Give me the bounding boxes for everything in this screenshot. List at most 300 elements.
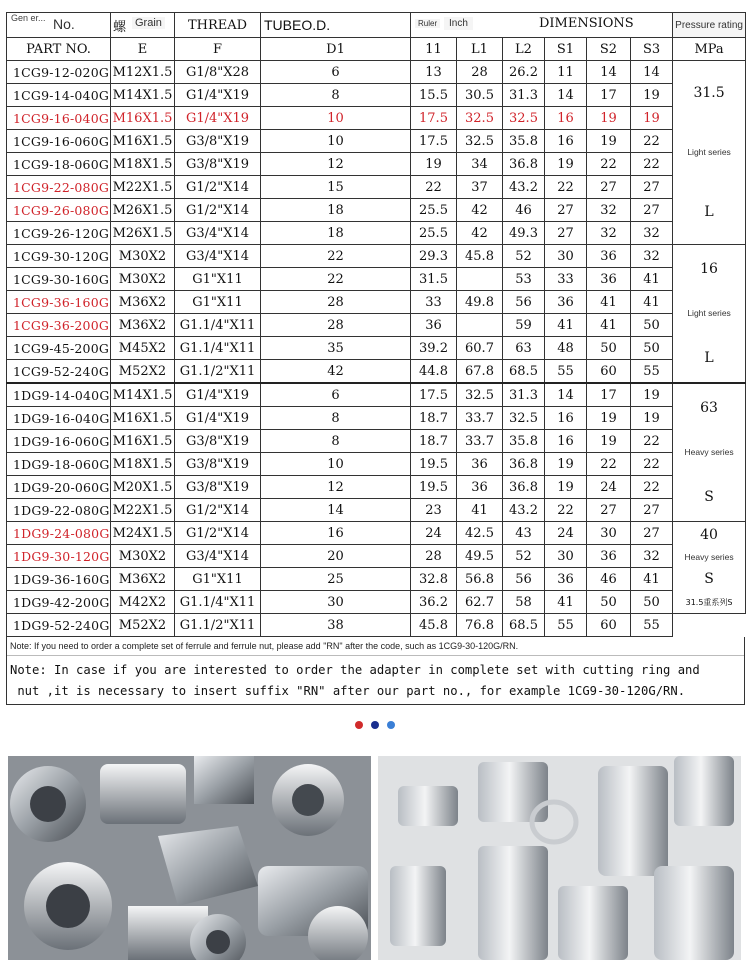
carousel-dot[interactable] xyxy=(355,721,363,729)
cell-l2: 59 xyxy=(503,314,545,337)
pressure-series: Heavy series xyxy=(684,447,734,457)
cell-part: 1DG9-22-080G xyxy=(7,499,111,522)
col-s1: S1 xyxy=(545,38,587,61)
cell-part: 1DG9-18-060G xyxy=(7,453,111,476)
cell-l1: 42 xyxy=(457,222,503,245)
cell-s2: 27 xyxy=(587,499,631,522)
cell-e: M12X1.5 xyxy=(111,61,175,84)
cell-d1: 38 xyxy=(261,614,411,637)
cell-l11: 36.2 xyxy=(411,591,457,614)
table-row xyxy=(7,453,746,476)
cell-l2: 35.8 xyxy=(503,430,545,453)
cell-s2: 46 xyxy=(587,568,631,591)
cell-f: G3/4"X14 xyxy=(175,245,261,268)
cell-l1: 42.5 xyxy=(457,522,503,545)
carousel-dots xyxy=(0,721,750,729)
cell-e: M26X1.5 xyxy=(111,222,175,245)
cell-l1: 32.5 xyxy=(457,130,503,153)
cell-l2: 43.2 xyxy=(503,176,545,199)
cell-l2: 49.3 xyxy=(503,222,545,245)
pressure-code: S xyxy=(704,571,714,588)
cell-d1: 8 xyxy=(261,430,411,453)
gen-label: Gen er... xyxy=(11,13,46,23)
cell-d1: 8 xyxy=(261,407,411,430)
cell-part: 1CG9-26-120G xyxy=(7,222,111,245)
cell-s3: 22 xyxy=(631,130,673,153)
cell-d1: 6 xyxy=(261,61,411,84)
cell-e: M45X2 xyxy=(111,337,175,360)
cell-l1: 33.7 xyxy=(457,407,503,430)
cell-part: 1DG9-20-060G xyxy=(7,476,111,499)
table-row xyxy=(7,222,746,245)
cell-l2: 43 xyxy=(503,522,545,545)
cell-e: M42X2 xyxy=(111,591,175,614)
cell-d1: 8 xyxy=(261,84,411,107)
table-row xyxy=(7,522,746,545)
cell-s1: 22 xyxy=(545,499,587,522)
cell-e: M22X1.5 xyxy=(111,176,175,199)
cell-e: M30X2 xyxy=(111,268,175,291)
cell-l2: 36.8 xyxy=(503,453,545,476)
cell-l11: 39.2 xyxy=(411,337,457,360)
cell-s2: 36 xyxy=(587,245,631,268)
pressure-code: S xyxy=(704,489,714,505)
ruler-label: Ruler xyxy=(415,19,440,28)
cell-s3: 19 xyxy=(631,107,673,130)
product-photo-left xyxy=(8,756,371,960)
cell-s3: 32 xyxy=(631,222,673,245)
part-header-cell xyxy=(7,13,111,38)
pressure-group-cell xyxy=(673,383,746,522)
cell-e: M26X1.5 xyxy=(111,199,175,222)
cell-f: G1.1/2"X11 xyxy=(175,360,261,384)
table-row xyxy=(7,199,746,222)
cell-f: G1.1/4"X11 xyxy=(175,337,261,360)
table-row xyxy=(7,499,746,522)
table-row xyxy=(7,407,746,430)
cell-l1: 34 xyxy=(457,153,503,176)
cell-s1: 36 xyxy=(545,291,587,314)
cell-s2: 14 xyxy=(587,61,631,84)
cell-e: M36X2 xyxy=(111,291,175,314)
cell-s1: 16 xyxy=(545,407,587,430)
cell-s3: 19 xyxy=(631,383,673,407)
pressure-footer: 31.5重系列S xyxy=(685,598,733,608)
cell-l1: 45.8 xyxy=(457,245,503,268)
cell-f: G1/2"X14 xyxy=(175,499,261,522)
cell-l1: 41 xyxy=(457,499,503,522)
cell-s3: 55 xyxy=(631,360,673,384)
cell-f: G3/8"X19 xyxy=(175,476,261,499)
cell-s1: 16 xyxy=(545,430,587,453)
cell-part: 1CG9-30-120G xyxy=(7,245,111,268)
table-row xyxy=(7,314,746,337)
cell-part: 1CG9-18-060G xyxy=(7,153,111,176)
cell-s3: 41 xyxy=(631,568,673,591)
cell-part: 1CG9-26-080G xyxy=(7,199,111,222)
cell-s2: 36 xyxy=(587,268,631,291)
cell-part: 1CG9-52-240G xyxy=(7,360,111,384)
cell-s1: 48 xyxy=(545,337,587,360)
cell-s1: 55 xyxy=(545,614,587,637)
cell-l2: 52 xyxy=(503,545,545,568)
cell-s3: 41 xyxy=(631,268,673,291)
cell-l1: 30.5 xyxy=(457,84,503,107)
cell-part: 1DG9-16-040G xyxy=(7,407,111,430)
cell-f: G1/2"X14 xyxy=(175,199,261,222)
cell-d1: 10 xyxy=(261,107,411,130)
cell-l11: 31.5 xyxy=(411,268,457,291)
cell-s3: 27 xyxy=(631,199,673,222)
cell-l2: 63 xyxy=(503,337,545,360)
cell-part: 1DG9-24-080G xyxy=(7,522,111,545)
cell-part: 1CG9-22-080G xyxy=(7,176,111,199)
cell-e: M16X1.5 xyxy=(111,107,175,130)
cell-l2: 58 xyxy=(503,591,545,614)
cell-e: M30X2 xyxy=(111,245,175,268)
cell-part: 1DG9-42-200G xyxy=(7,591,111,614)
cell-d1: 6 xyxy=(261,383,411,407)
pressure-mpa: 63 xyxy=(700,400,718,416)
cell-s2: 41 xyxy=(587,314,631,337)
cell-l2: 53 xyxy=(503,268,545,291)
cell-e: M20X1.5 xyxy=(111,476,175,499)
pressure-mpa: 40 xyxy=(700,526,718,543)
cell-e: M16X1.5 xyxy=(111,407,175,430)
cell-l11: 24 xyxy=(411,522,457,545)
cell-f: G3/8"X19 xyxy=(175,130,261,153)
pressure-group-cell xyxy=(673,61,746,245)
cell-l2: 68.5 xyxy=(503,614,545,637)
cell-part: 1CG9-16-040G xyxy=(7,107,111,130)
note-big-line-1: Note: In case if you are interested to order the adapter in complete set with cutting ring and xyxy=(10,663,700,677)
cell-s3: 22 xyxy=(631,430,673,453)
col-l2: L2 xyxy=(503,38,545,61)
table-row xyxy=(7,360,746,384)
e-header-cell xyxy=(111,13,175,38)
inch-label: Inch xyxy=(444,17,473,30)
cell-l1: 49.5 xyxy=(457,545,503,568)
cell-d1: 22 xyxy=(261,245,411,268)
cell-s1: 30 xyxy=(545,245,587,268)
cell-l2: 31.3 xyxy=(503,84,545,107)
cell-d1: 28 xyxy=(261,291,411,314)
cell-s1: 19 xyxy=(545,153,587,176)
cell-s2: 32 xyxy=(587,199,631,222)
cell-s1: 27 xyxy=(545,222,587,245)
col-s2: S2 xyxy=(587,38,631,61)
cell-s3: 50 xyxy=(631,591,673,614)
cell-s2: 17 xyxy=(587,84,631,107)
cell-s2: 22 xyxy=(587,453,631,476)
cell-e: M18X1.5 xyxy=(111,153,175,176)
cell-d1: 12 xyxy=(261,153,411,176)
cell-part: 1CG9-16-060G xyxy=(7,130,111,153)
pressure-series: Heavy series xyxy=(684,551,734,562)
cell-d1: 14 xyxy=(261,499,411,522)
cell-part: 1CG9-30-160G xyxy=(7,268,111,291)
cell-l2: 36.8 xyxy=(503,153,545,176)
cell-f: G1.1/2"X11 xyxy=(175,614,261,637)
cell-s1: 55 xyxy=(545,360,587,384)
cell-s3: 22 xyxy=(631,453,673,476)
cell-f: G3/8"X19 xyxy=(175,153,261,176)
cell-f: G1"X11 xyxy=(175,268,261,291)
cell-s2: 19 xyxy=(587,407,631,430)
cell-l1: 36 xyxy=(457,476,503,499)
cell-s2: 24 xyxy=(587,476,631,499)
table-row xyxy=(7,130,746,153)
cell-s1: 11 xyxy=(545,61,587,84)
cell-s3: 27 xyxy=(631,499,673,522)
dimensions-label: DIMENSIONS xyxy=(539,16,634,31)
cell-s2: 19 xyxy=(587,430,631,453)
table-row xyxy=(7,476,746,499)
cell-l1: 33.7 xyxy=(457,430,503,453)
cell-d1: 28 xyxy=(261,314,411,337)
cell-l2: 35.8 xyxy=(503,130,545,153)
cell-s2: 19 xyxy=(587,130,631,153)
cell-e: M14X1.5 xyxy=(111,383,175,407)
cell-l1: 67.8 xyxy=(457,360,503,384)
thread-header: THREAD xyxy=(175,13,261,38)
col-mpa: MPa xyxy=(673,38,746,61)
cell-l2: 26.2 xyxy=(503,61,545,84)
cell-e: M24X1.5 xyxy=(111,522,175,545)
cell-l1 xyxy=(457,268,503,291)
cell-l2: 31.3 xyxy=(503,383,545,407)
cell-l11: 36 xyxy=(411,314,457,337)
col-e: E xyxy=(111,38,175,61)
grain-label: Grain xyxy=(132,17,165,29)
col-l11: 11 xyxy=(411,38,457,61)
cell-l11: 29.3 xyxy=(411,245,457,268)
pressure-header: Pressure rating xyxy=(673,13,746,38)
cell-f: G1/4"X19 xyxy=(175,383,261,407)
pressure-group-cell xyxy=(673,245,746,384)
cell-d1: 12 xyxy=(261,476,411,499)
carousel-dot[interactable] xyxy=(371,721,379,729)
cell-s3: 55 xyxy=(631,614,673,637)
col-l1: L1 xyxy=(457,38,503,61)
cell-l1: 32.5 xyxy=(457,383,503,407)
cell-l11: 45.8 xyxy=(411,614,457,637)
pressure-series: Light series xyxy=(687,146,731,157)
table-row xyxy=(7,545,746,568)
cell-e: M22X1.5 xyxy=(111,499,175,522)
cell-d1: 22 xyxy=(261,268,411,291)
cell-d1: 35 xyxy=(261,337,411,360)
cell-l11: 17.5 xyxy=(411,383,457,407)
table-row xyxy=(7,291,746,314)
cell-s3: 19 xyxy=(631,407,673,430)
cell-l1: 56.8 xyxy=(457,568,503,591)
cell-f: G1/4"X19 xyxy=(175,84,261,107)
col-part: PART NO. xyxy=(7,38,111,61)
cell-part: 1CG9-36-160G xyxy=(7,291,111,314)
dimension-table xyxy=(6,12,746,637)
cell-d1: 16 xyxy=(261,522,411,545)
cell-s1: 24 xyxy=(545,522,587,545)
no-label: No. xyxy=(53,16,75,32)
col-d1: D1 xyxy=(261,38,411,61)
cell-d1: 10 xyxy=(261,453,411,476)
table-row xyxy=(7,337,746,360)
cell-l1: 49.8 xyxy=(457,291,503,314)
pressure-mpa: 16 xyxy=(700,261,718,277)
cell-part: 1DG9-52-240G xyxy=(7,614,111,637)
cell-l2: 52 xyxy=(503,245,545,268)
cell-s1: 27 xyxy=(545,199,587,222)
cell-l1: 28 xyxy=(457,61,503,84)
cell-d1: 30 xyxy=(261,591,411,614)
cell-l11: 32.8 xyxy=(411,568,457,591)
cell-s1: 22 xyxy=(545,176,587,199)
cell-e: M16X1.5 xyxy=(111,430,175,453)
cell-l11: 44.8 xyxy=(411,360,457,384)
note-small: Note: If you need to order a complete set of ferrule and ferrule nut, please add "RN" after the code, such as 1CG9-30-120G/RN. xyxy=(7,637,744,656)
cell-s3: 19 xyxy=(631,84,673,107)
cell-l11: 17.5 xyxy=(411,107,457,130)
tube-od-header: TUBEO.D. xyxy=(261,13,411,38)
cell-e: M36X2 xyxy=(111,314,175,337)
cell-s1: 19 xyxy=(545,453,587,476)
cell-l2: 56 xyxy=(503,568,545,591)
cell-l11: 33 xyxy=(411,291,457,314)
table-row xyxy=(7,107,746,130)
cell-l1: 62.7 xyxy=(457,591,503,614)
cell-f: G1/4"X19 xyxy=(175,107,261,130)
cell-l2: 36.8 xyxy=(503,476,545,499)
cell-s1: 16 xyxy=(545,107,587,130)
cell-e: M52X2 xyxy=(111,614,175,637)
cell-f: G1/8"X28 xyxy=(175,61,261,84)
cell-d1: 18 xyxy=(261,199,411,222)
cell-f: G1"X11 xyxy=(175,568,261,591)
note-big xyxy=(7,656,744,704)
cell-s2: 36 xyxy=(587,545,631,568)
cell-f: G1/2"X14 xyxy=(175,176,261,199)
cell-part: 1CG9-14-040G xyxy=(7,84,111,107)
cell-d1: 42 xyxy=(261,360,411,384)
cell-s3: 27 xyxy=(631,176,673,199)
cell-l11: 19.5 xyxy=(411,453,457,476)
cell-e: M36X2 xyxy=(111,568,175,591)
cell-s3: 14 xyxy=(631,61,673,84)
cell-s1: 14 xyxy=(545,84,587,107)
cell-l11: 18.7 xyxy=(411,430,457,453)
cell-e: M16X1.5 xyxy=(111,130,175,153)
cell-l11: 13 xyxy=(411,61,457,84)
cell-s2: 41 xyxy=(587,291,631,314)
carousel-dot[interactable] xyxy=(387,721,395,729)
table-row xyxy=(7,61,746,84)
cell-l11: 25.5 xyxy=(411,222,457,245)
cell-l2: 32.5 xyxy=(503,107,545,130)
cell-l11: 15.5 xyxy=(411,84,457,107)
cell-s1: 36 xyxy=(545,568,587,591)
cell-s1: 16 xyxy=(545,130,587,153)
table-row xyxy=(7,430,746,453)
cell-s2: 27 xyxy=(587,176,631,199)
cell-l2: 43.2 xyxy=(503,499,545,522)
cell-s1: 30 xyxy=(545,545,587,568)
cell-s1: 41 xyxy=(545,314,587,337)
cell-part: 1CG9-12-020G xyxy=(7,61,111,84)
cell-l2: 68.5 xyxy=(503,360,545,384)
cell-s1: 14 xyxy=(545,383,587,407)
table-row xyxy=(7,84,746,107)
notes-box xyxy=(6,637,745,705)
pressure-series: Light series xyxy=(687,308,731,318)
col-s3: S3 xyxy=(631,38,673,61)
cell-s2: 60 xyxy=(587,614,631,637)
cell-s3: 22 xyxy=(631,476,673,499)
cell-l11: 17.5 xyxy=(411,130,457,153)
cell-f: G1.1/4"X11 xyxy=(175,591,261,614)
cell-l11: 22 xyxy=(411,176,457,199)
cell-l1: 32.5 xyxy=(457,107,503,130)
cell-f: G3/4"X14 xyxy=(175,545,261,568)
col-f: F xyxy=(175,38,261,61)
spec-sheet xyxy=(6,12,745,705)
cell-d1: 10 xyxy=(261,130,411,153)
cell-part: 1CG9-45-200G xyxy=(7,337,111,360)
cell-s2: 17 xyxy=(587,383,631,407)
cell-e: M30X2 xyxy=(111,545,175,568)
table-row xyxy=(7,245,746,268)
cell-part: 1DG9-30-120G xyxy=(7,545,111,568)
cell-part: 1DG9-36-160G xyxy=(7,568,111,591)
cell-s1: 19 xyxy=(545,476,587,499)
cell-f: G1/2"X14 xyxy=(175,522,261,545)
cell-f: G3/8"X19 xyxy=(175,453,261,476)
cell-f: G1.1/4"X11 xyxy=(175,314,261,337)
pressure-code: L xyxy=(704,350,714,366)
header-row-2 xyxy=(7,38,746,61)
cell-part: 1DG9-14-040G xyxy=(7,383,111,407)
cell-l11: 19.5 xyxy=(411,476,457,499)
cell-l1: 36 xyxy=(457,453,503,476)
cell-s3: 50 xyxy=(631,337,673,360)
note-big-line-2: nut ,it is necessary to insert suffix "RN" after our part no., for example 1CG9-30-120G/RN. xyxy=(10,684,686,698)
table-row xyxy=(7,176,746,199)
cell-s3: 32 xyxy=(631,545,673,568)
cell-l2: 56 xyxy=(503,291,545,314)
cell-l11: 28 xyxy=(411,545,457,568)
cell-l1 xyxy=(457,314,503,337)
cell-l11: 18.7 xyxy=(411,407,457,430)
pressure-group-cell xyxy=(673,522,746,614)
cell-f: G3/8"X19 xyxy=(175,430,261,453)
cell-s2: 60 xyxy=(587,360,631,384)
cell-l11: 25.5 xyxy=(411,199,457,222)
cell-d1: 18 xyxy=(261,222,411,245)
cell-l1: 76.8 xyxy=(457,614,503,637)
cell-s3: 27 xyxy=(631,522,673,545)
table-row xyxy=(7,591,746,614)
table-row xyxy=(7,568,746,591)
cell-f: G3/4"X14 xyxy=(175,222,261,245)
cell-d1: 15 xyxy=(261,176,411,199)
pressure-mpa: 31.5 xyxy=(693,84,725,101)
cell-s2: 50 xyxy=(587,337,631,360)
cell-f: G1/4"X19 xyxy=(175,407,261,430)
cell-s1: 33 xyxy=(545,268,587,291)
cell-d1: 25 xyxy=(261,568,411,591)
cell-l1: 42 xyxy=(457,199,503,222)
cell-s3: 32 xyxy=(631,245,673,268)
